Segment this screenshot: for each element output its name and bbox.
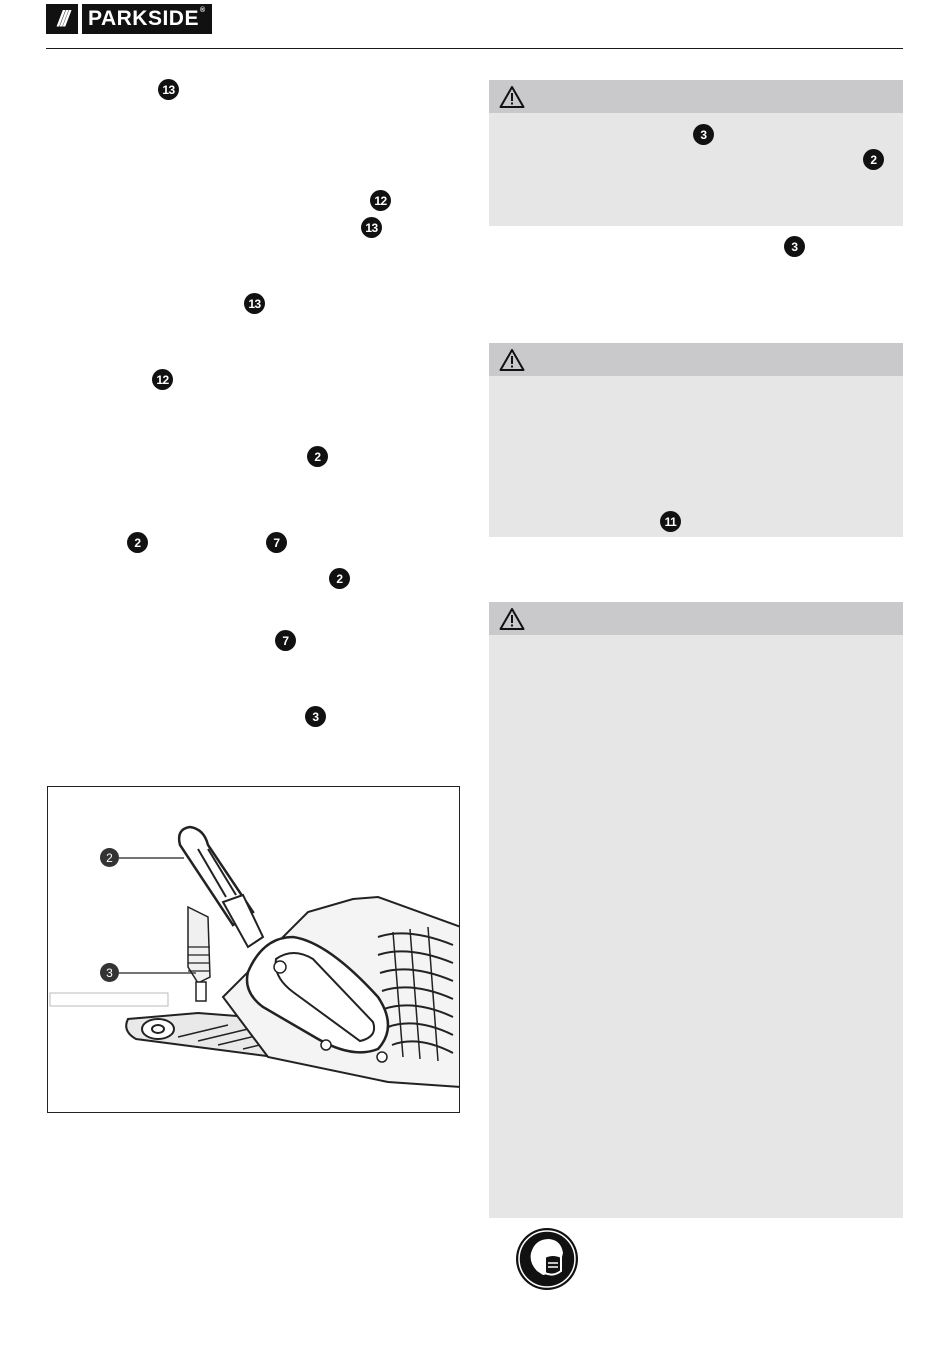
ref-marker: 3: [305, 706, 326, 727]
warning-box-1: [489, 80, 903, 226]
warning-triangle-icon: [499, 607, 525, 631]
ref-marker: 11: [660, 511, 681, 532]
header-rule: [46, 48, 903, 49]
ref-marker: 3: [693, 124, 714, 145]
warning-box-2: [489, 343, 903, 537]
ref-marker: 7: [266, 532, 287, 553]
figure-callout: 3: [100, 963, 119, 982]
warning-box-3: [489, 602, 903, 1218]
warning-header: [489, 80, 903, 113]
ref-marker: 2: [329, 568, 350, 589]
parkside-logo: [46, 4, 212, 34]
ref-marker: 12: [370, 190, 391, 211]
belt-sander-figure: [47, 786, 460, 1113]
ref-marker: 2: [307, 446, 328, 467]
warning-triangle-icon: [499, 348, 525, 372]
ref-marker: 2: [127, 532, 148, 553]
ref-marker: 7: [275, 630, 296, 651]
ref-marker: 13: [158, 79, 179, 100]
logo-slashes: ///: [46, 4, 78, 34]
ref-marker: 3: [784, 236, 805, 257]
ref-marker: 2: [863, 149, 884, 170]
belt-sander-illustration: [48, 787, 460, 1113]
warning-header: [489, 343, 903, 376]
ref-marker: 12: [152, 369, 173, 390]
warning-header: [489, 602, 903, 635]
figure-callout: 2: [100, 848, 119, 867]
logo-text: PARKSIDE: [88, 7, 199, 30]
logo-registered-mark: ®: [199, 7, 206, 14]
ref-marker: 13: [361, 217, 382, 238]
dust-mask-icon: [515, 1227, 579, 1291]
warning-triangle-icon: [499, 85, 525, 109]
logo-wordmark: [82, 4, 212, 34]
ref-marker: 13: [244, 293, 265, 314]
